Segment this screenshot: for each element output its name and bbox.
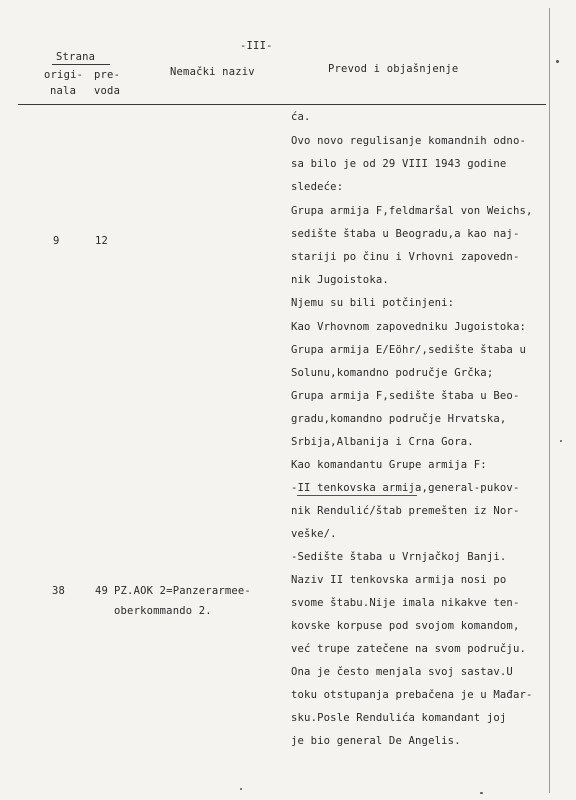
body-line-9: Njemu su bili potčinjeni: bbox=[291, 297, 455, 309]
row2-pre-page: 49 bbox=[95, 585, 109, 597]
body-line-5: Grupa armija F,feldmaršal von Weichs, bbox=[291, 205, 533, 217]
scan-speck bbox=[560, 440, 562, 442]
row2-orig-page: 38 bbox=[52, 585, 66, 597]
body-line-15: Srbija,Albanija i Crna Gora. bbox=[291, 436, 474, 448]
row1-orig-page: 9 bbox=[53, 235, 60, 247]
body-line-27: sku.Posle Rendulića komandant joj bbox=[291, 712, 507, 724]
body-line-3: sa bilo je od 29 VIII 1943 godine bbox=[291, 158, 507, 170]
page-edge-line bbox=[549, 8, 550, 793]
body-line-1: ća. bbox=[291, 111, 311, 123]
body-line-26: toku otstupanja prebačena je u Mađar- bbox=[291, 689, 533, 701]
body-line-16: Kao komandantu Grupe armija F: bbox=[291, 459, 487, 471]
body-line-25: Ona je često menjala svoj sastav.U bbox=[291, 666, 513, 678]
body-line-19: veške/. bbox=[291, 528, 337, 540]
body-line-17: -II tenkovska armija,general-pukov- bbox=[291, 482, 520, 494]
body-line-14: gradu,komandno područje Hrvatska, bbox=[291, 413, 507, 425]
body-line-11: Grupa armija E/Eöhr/,sedište štaba u bbox=[291, 344, 527, 356]
body-line-10: Kao Vrhovnom zapovedniku Jugoistoka: bbox=[291, 321, 527, 333]
body-line-23: kovske korpuse pod svojom komandom, bbox=[291, 620, 520, 632]
body-line-21: Naziv II tenkovska armija nosi po bbox=[291, 574, 507, 586]
header-rule bbox=[18, 104, 546, 105]
body-line-6: sedište štaba u Beogradu,a kao naj- bbox=[291, 228, 520, 240]
body-line-28: je bio general De Angelis. bbox=[291, 735, 461, 747]
scan-speck bbox=[240, 788, 242, 790]
strana-underline bbox=[52, 64, 110, 65]
body-line-12: Solunu,komandno područje Grčka; bbox=[291, 367, 494, 379]
col-pre-line2: voda bbox=[94, 85, 121, 97]
body-line-7: stariji po činu i Vrhovni zapovedn- bbox=[291, 251, 520, 263]
col-orig-line1: origi- bbox=[44, 69, 84, 81]
body-line-22: svome štabu.Nije imala nikakve ten- bbox=[291, 597, 520, 609]
body-line-24: već trupe zatečene na svom području. bbox=[291, 643, 527, 655]
tank-army-underline bbox=[297, 495, 417, 496]
scan-speck bbox=[480, 792, 483, 794]
body-line-20: -Sedište štaba u Vrnjačkoj Banji. bbox=[291, 551, 507, 563]
page-marker: -III- bbox=[240, 40, 273, 52]
body-line-2: Ovo novo regulisanje komandnih odno- bbox=[291, 135, 527, 147]
scan-speck bbox=[556, 60, 559, 63]
row2-german-line2: oberkommando 2. bbox=[114, 605, 212, 617]
strana-label: Strana bbox=[56, 51, 96, 63]
row1-pre-page: 12 bbox=[95, 235, 109, 247]
col-orig-line2: nala bbox=[50, 85, 77, 97]
col-german-header: Nemački naziv bbox=[170, 66, 255, 78]
body-line-13: Grupa armija F,sedište štaba u Beo- bbox=[291, 390, 520, 402]
row2-german-line1: PZ.AOK 2=Panzerarmee- bbox=[114, 585, 251, 597]
col-pre-line1: pre- bbox=[94, 69, 121, 81]
body-line-4: sledeće: bbox=[291, 181, 344, 193]
body-line-8: nik Jugoistoka. bbox=[291, 274, 389, 286]
body-line-18: nik Rendulić/štab premešten iz Nor- bbox=[291, 505, 520, 517]
col-translation-header: Prevod i objašnjenje bbox=[328, 63, 459, 75]
